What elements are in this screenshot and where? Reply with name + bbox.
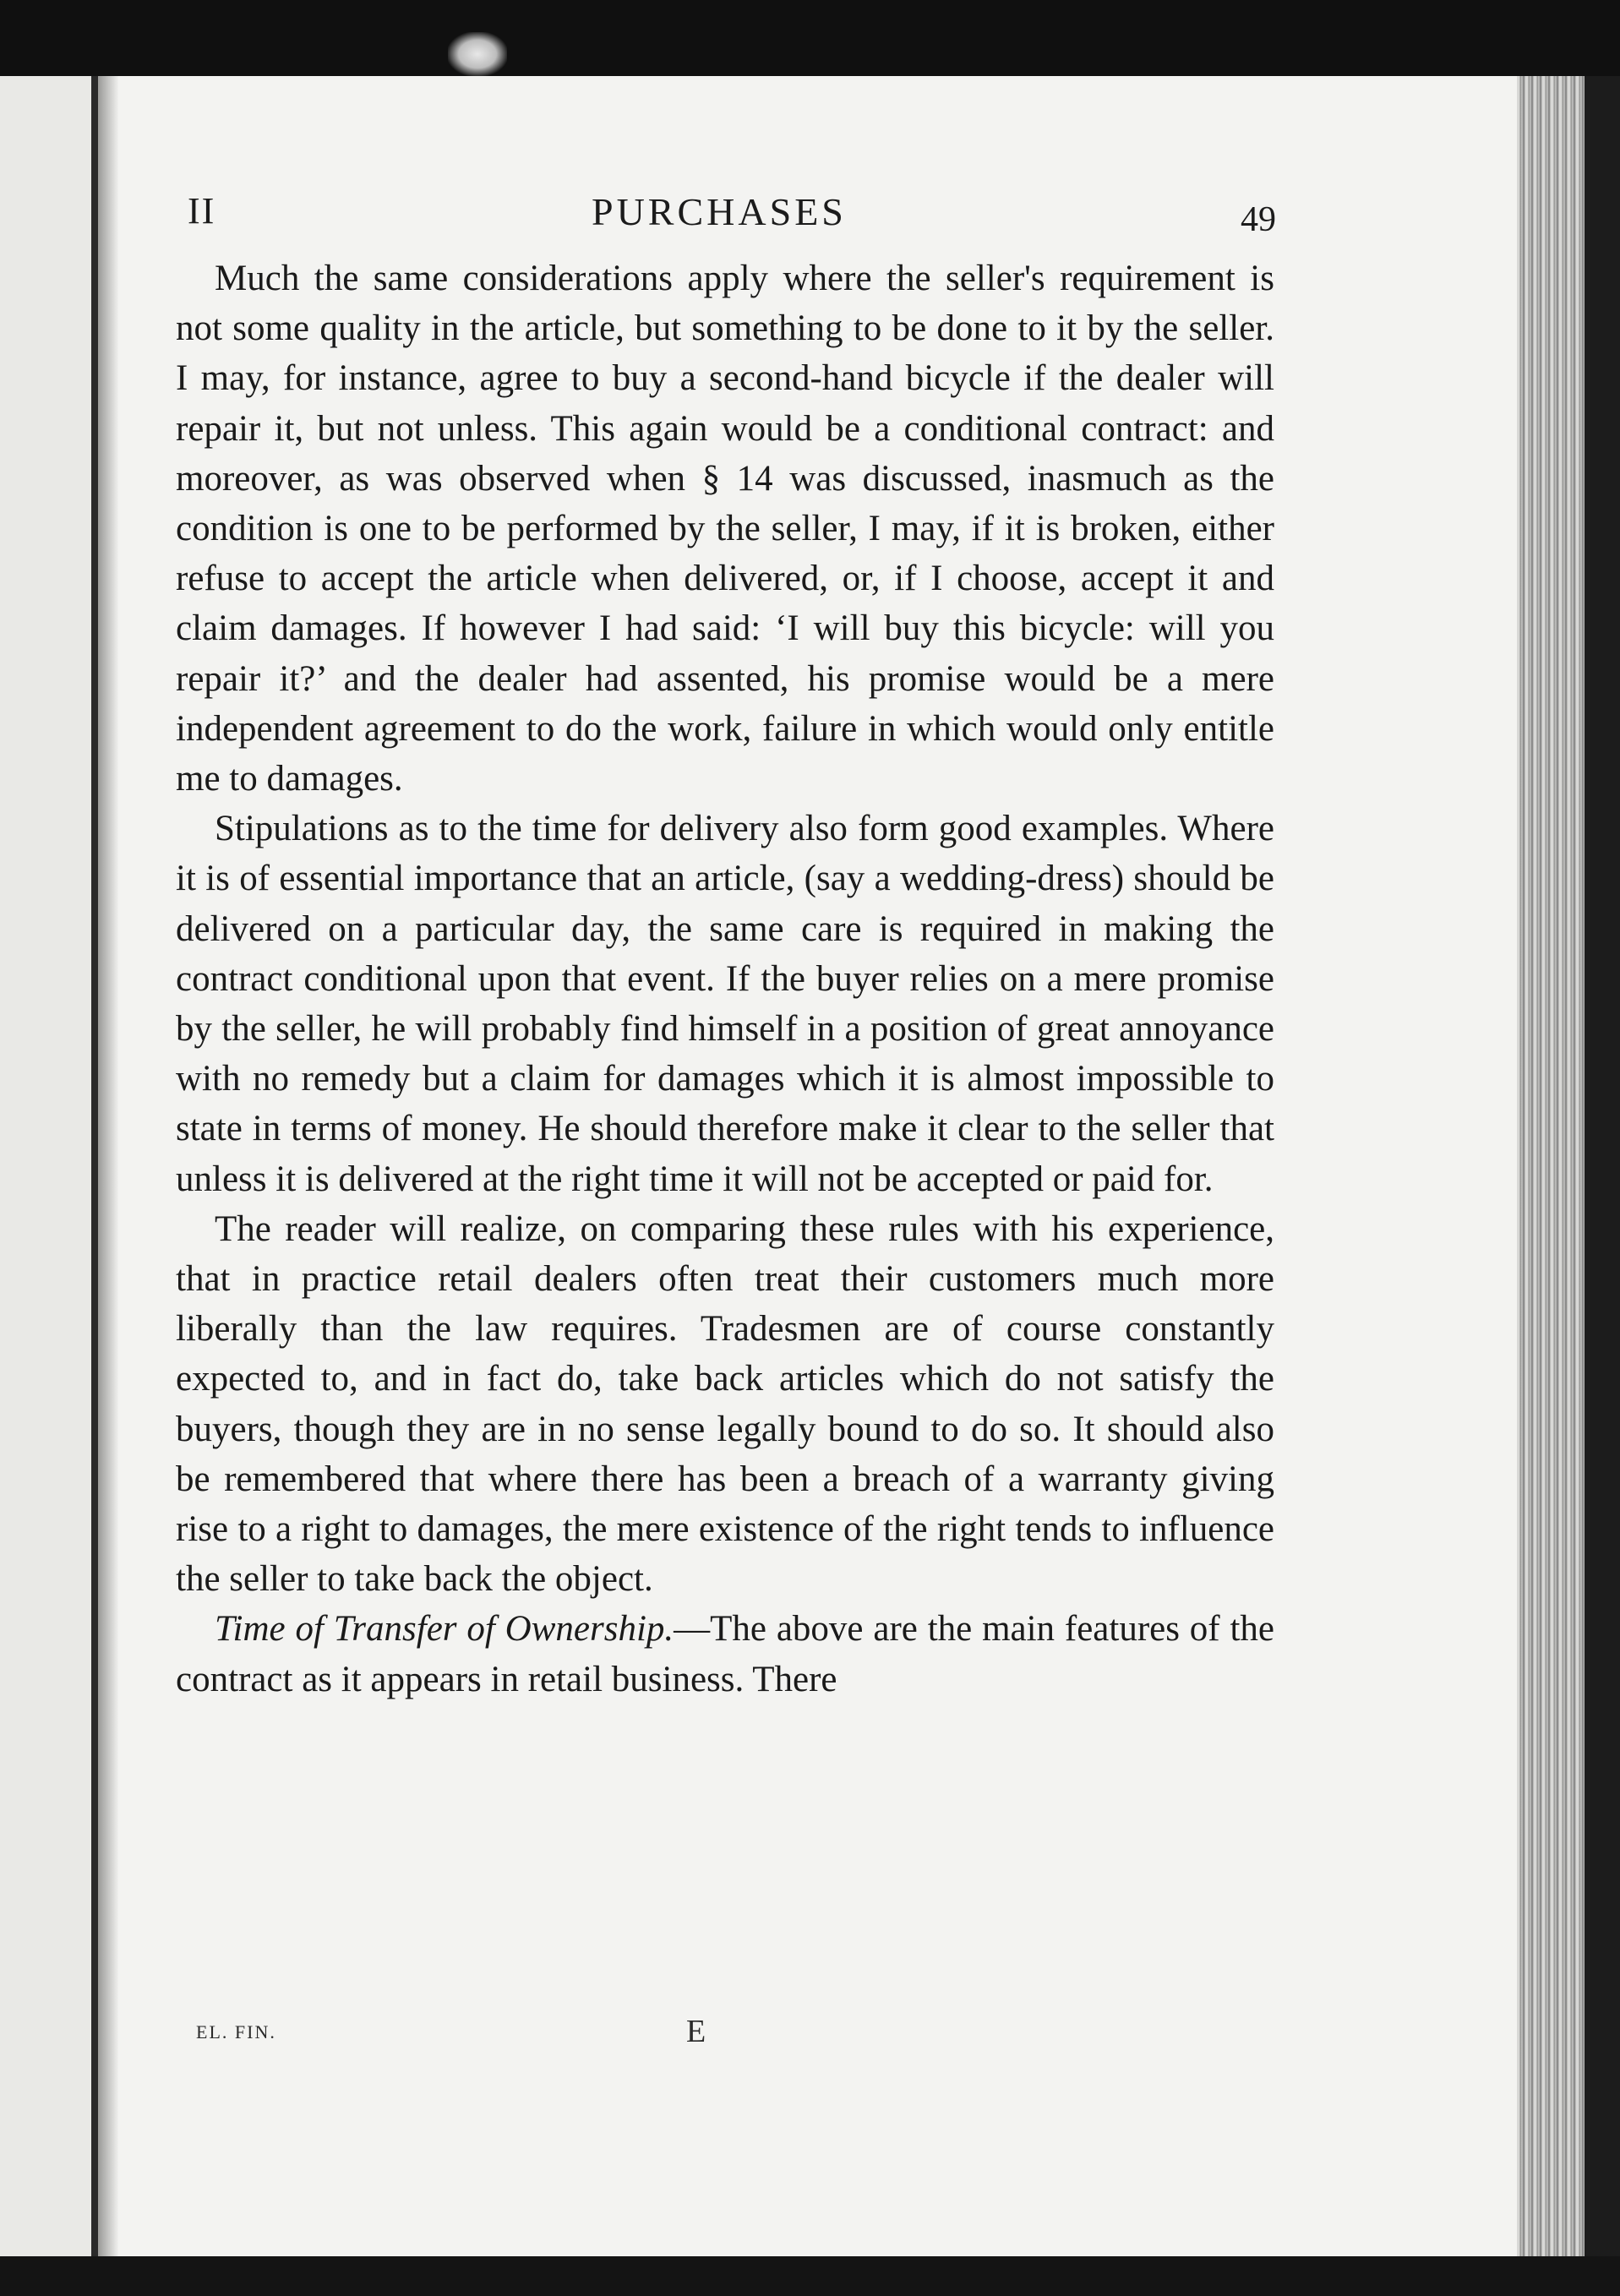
chapter-number: II [188,190,216,232]
paragraph: Much the same considerations apply where the seller's requirement is not some quality in the article, but something to be done to it by the seller. I may, for instance, agree to buy a second-hand bicycle if the dealer will repair it, but not unless. This again would be a conditional contract: and moreover, as was observed when § 14 was discussed, inasmuch as the condition is one to be performed by the seller, I may, if it is broken, either refuse to accept the article when delivered, or, if I choose, accept it and claim damages. If however I had said: ‘I will buy this bicycle: will you repair it?’ and the dealer had assented, his promise would be a mere independent agreement to do the work, failure in which would only entitle me to damages. [176,259,1274,799]
page-number: 49 [1241,200,1276,239]
paragraph: The reader will realize, on comparing these rules with his experience, that in practice retail dealers often treat their customers much more liberally than the law requires. Tradesmen are of course constantly expected to, and in fact do, take back articles which do not satisfy the buyers, though they are in no sense legally bound to do so. It should also be remembered that where there has been a breach of a warranty giving rise to a right to damages, the mere existence of the right tends to influence the seller to take back the object. [176,1208,1274,1600]
gathering-letter: E [686,2014,706,2049]
body-text [176,254,1274,1704]
scan-border-bottom [0,2256,1620,2296]
paragraph-last [176,1604,1274,1704]
scan-border-top [0,0,1620,76]
paper-blot [448,32,507,76]
page-stack-edge [1517,76,1585,2256]
signature-mark: EL. FIN. [196,2021,276,2042]
book-cover-edge [1585,76,1620,2296]
paragraph: Stipulations as to the time for delivery also form good examples. Where it is of essential importance that an article, (say a wedding-dress) should be delivered on a particular day, the same care is required in making the contract conditional upon that event. If the buyer relies on a mere promise by the seller, he will probably find himself in a position of great annoyance with no remedy but a claim for damages which it is almost impossible to state in terms of money. He should therefore make it clear to the seller that unless it is delivered at the right time it will not be accepted or paid for. [176,809,1274,1199]
section-heading: Time of Transfer of Ownership. [215,1609,674,1650]
facing-page-edge [0,76,91,2256]
paragraph-text: —The above are the main features of the contract as it appears in retail business. There [176,1609,1275,1699]
gutter-shadow [98,76,118,2256]
running-header [0,112,1620,239]
book-gutter [91,76,98,2256]
running-title: PURCHASES [592,190,847,233]
